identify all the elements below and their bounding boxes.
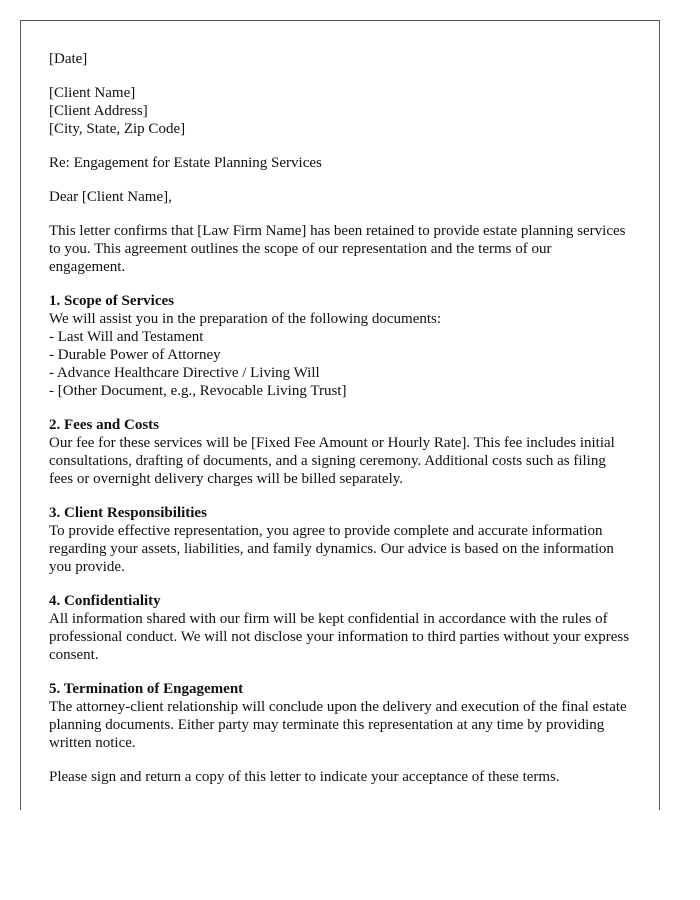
letter-page [20,20,660,810]
list-item: - Advance Healthcare Directive / Living Will [49,364,631,382]
date-block [49,50,631,68]
intro-paragraph: This letter confirms that [Law Firm Name] has been retained to provide estate planning services to you. This agreement outlines the scope of our representation and the terms of our engagement. [49,223,626,275]
section-body: The attorney-client relationship will conclude upon the delivery and execution of the final estate planning documents. Either party may terminate this representation at any time by providing written notice. [49,699,627,751]
section-fees-and-costs [49,416,631,488]
list-item: - Last Will and Testament [49,328,631,346]
section-heading: 2. Fees and Costs [49,417,160,433]
letter-date: [Date] [49,51,88,67]
salutation: Dear [Client Name], [49,189,172,205]
section-scope-of-services [49,292,631,400]
closing-paragraph: Please sign and return a copy of this letter to indicate your acceptance of these terms. [49,769,560,785]
recipient-address-block [49,84,631,138]
section-heading: 4. Confidentiality [49,593,161,609]
document-list [49,328,631,400]
client-name: [Client Name] [49,85,136,101]
city-state-zip: [City, State, Zip Code] [49,121,186,137]
section-heading: 5. Termination of Engagement [49,681,244,697]
section-heading: 3. Client Responsibilities [49,505,207,521]
subject-line: Re: Engagement for Estate Planning Services [49,155,322,171]
client-address: [Client Address] [49,103,148,119]
list-item: - [Other Document, e.g., Revocable Living Trust] [49,382,631,400]
section-termination-of-engagement [49,680,631,752]
section-body: All information shared with our firm will be kept confidential in accordance with the rules of professional conduct. We will not disclose your information to third parties without your express consent. [49,611,630,663]
section-confidentiality [49,592,631,664]
list-item: - Durable Power of Attorney [49,346,631,364]
section-body: To provide effective representation, you agree to provide complete and accurate information regarding your assets, liabilities, and family dynamics. Our advice is based on the information you provide. [49,523,614,575]
section-body: We will assist you in the preparation of the following documents: [49,311,442,327]
section-body: Our fee for these services will be [Fixed Fee Amount or Hourly Rate]. This fee includes initial consultations, drafting of documents, and a signing ceremony. Additional costs such as filing fees or overnight delivery charges will be billed separately. [49,435,615,487]
section-client-responsibilities [49,504,631,576]
section-heading: 1. Scope of Services [49,293,174,309]
